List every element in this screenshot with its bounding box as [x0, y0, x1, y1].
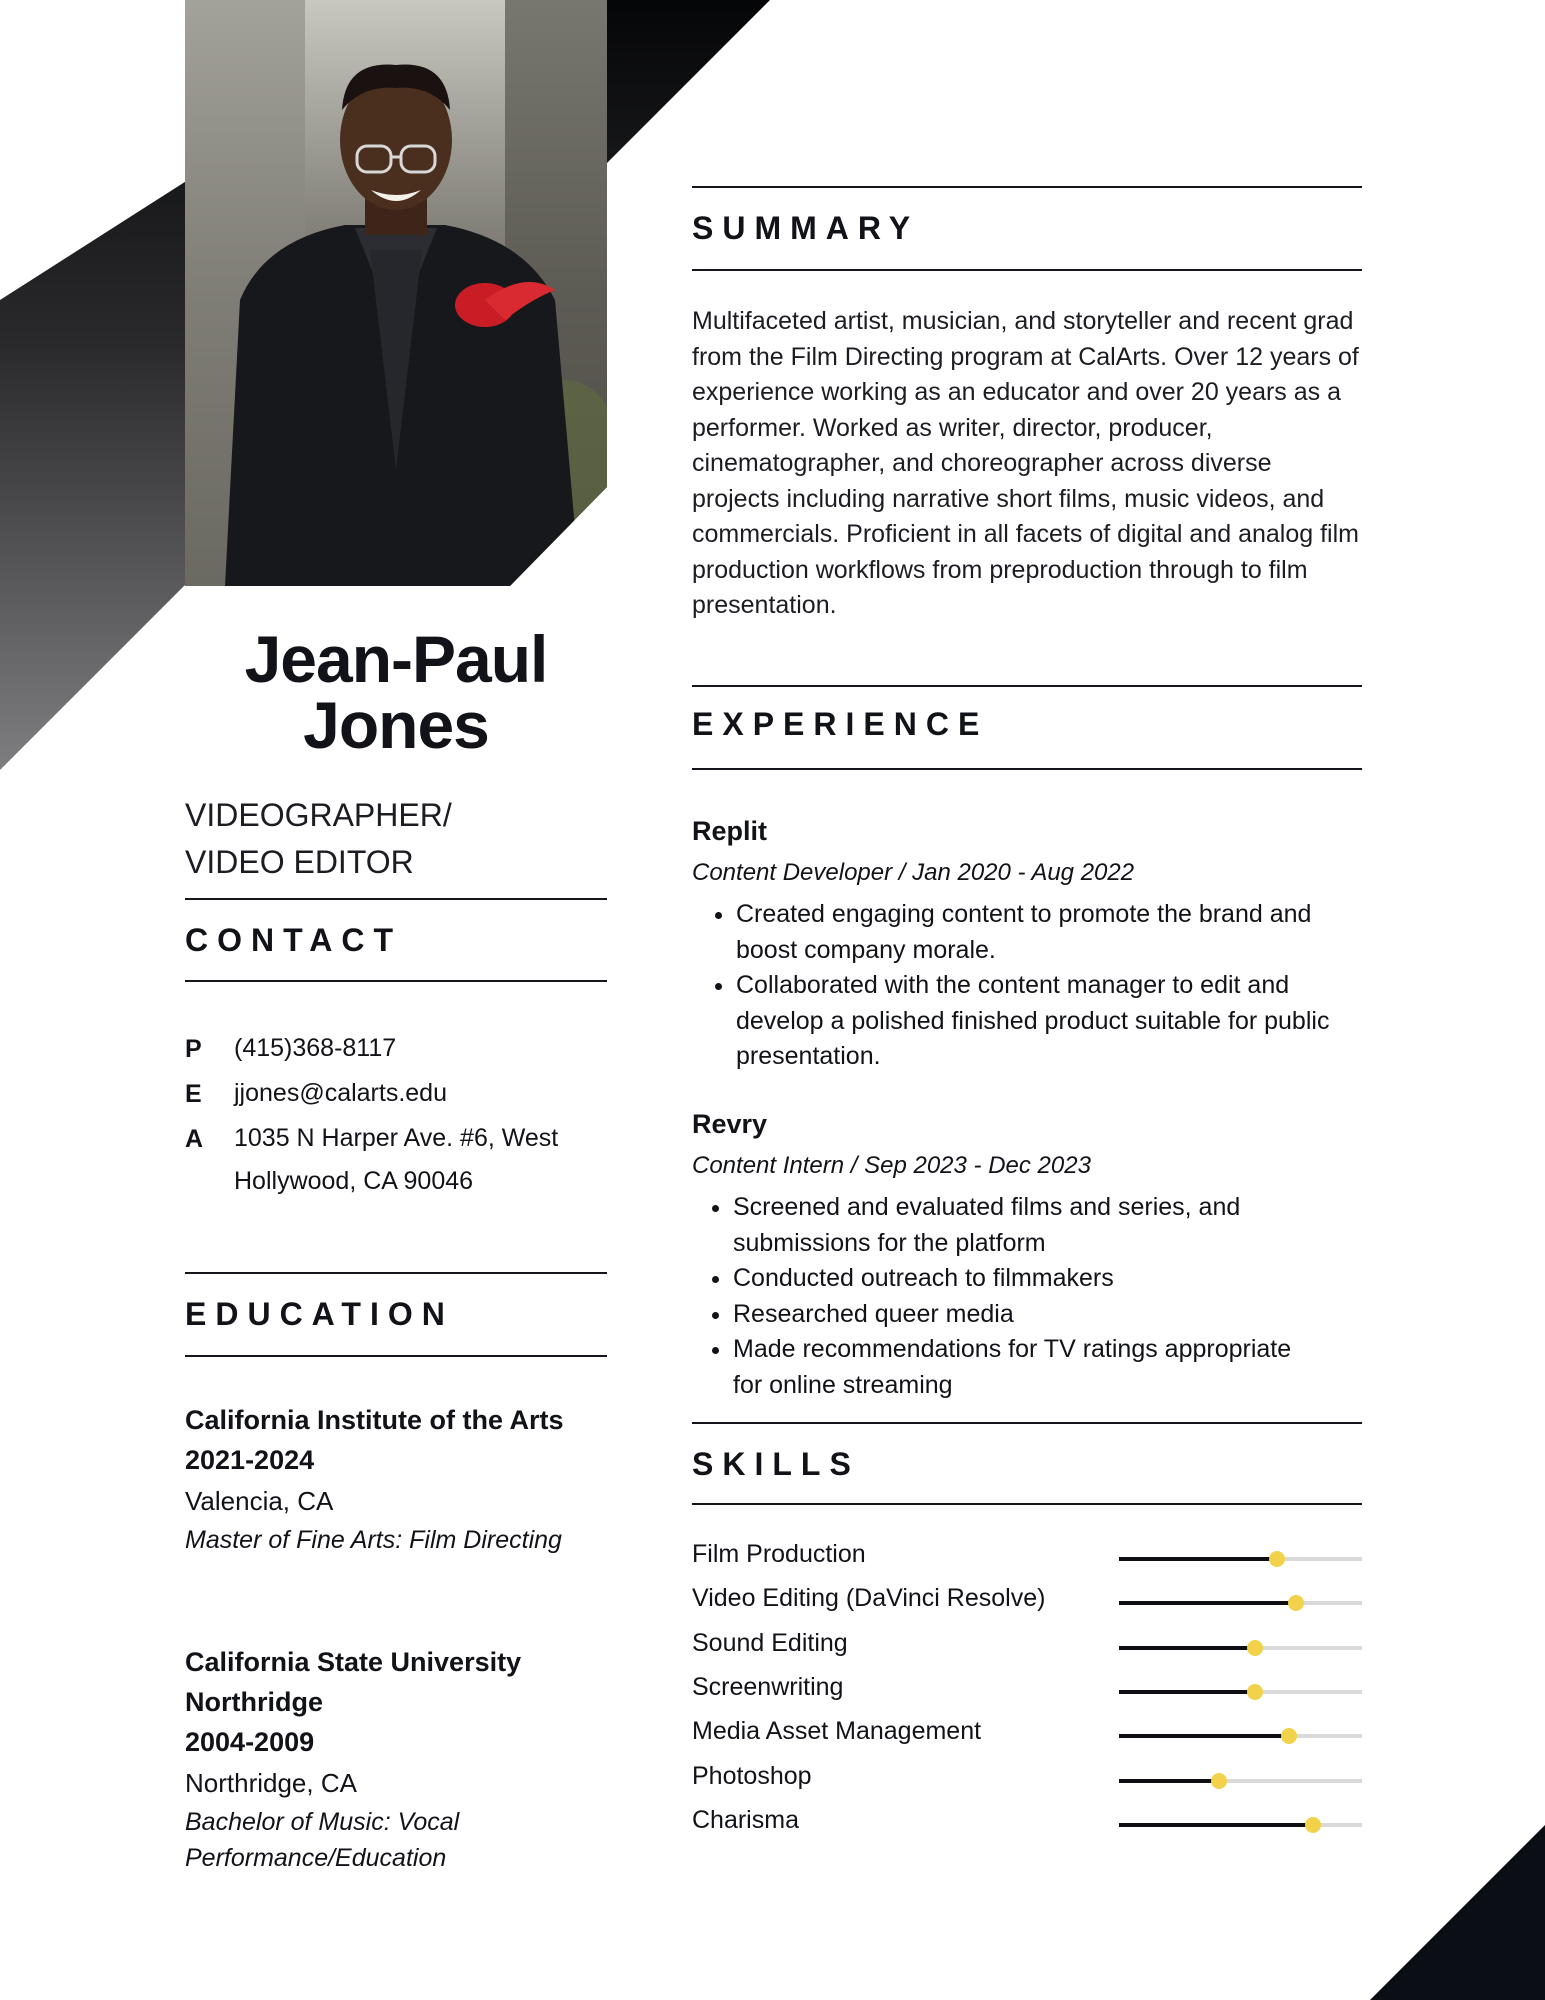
- skill-level-fill: [1119, 1779, 1219, 1783]
- skill-level-knob: [1281, 1728, 1297, 1744]
- skills-rule-top: [692, 1422, 1362, 1424]
- job-bullet: • Collaborated with the content manager to edit and develop a polished finished product suitable for public presentation.: [736, 968, 1372, 1075]
- skill-level-bar: [1119, 1646, 1362, 1650]
- experience-heading: EXPERIENCE: [692, 706, 989, 742]
- summary-rule-bottom: [692, 269, 1362, 271]
- education-entry-2: [185, 1642, 615, 1876]
- school-years: 2004-2009: [185, 1727, 315, 1757]
- school-degree: Bachelor of Music: Vocal: [185, 1808, 460, 1836]
- skill-level-bar: [1119, 1823, 1362, 1827]
- education-rule-bottom: [185, 1355, 607, 1357]
- skill-level-bar: [1119, 1601, 1362, 1605]
- contact-rule-bottom: [185, 980, 607, 982]
- skill-level-knob: [1305, 1817, 1321, 1833]
- job-title: [185, 792, 607, 886]
- skill-label: Sound Editing: [692, 1628, 848, 1657]
- school-degree-line-2: Performance/Education: [185, 1844, 447, 1872]
- skill-level-knob: [1247, 1640, 1263, 1656]
- skill-row: [692, 1802, 1362, 1846]
- job-role: Content Intern / Sep 2023 - Dec 2023: [692, 1152, 1091, 1179]
- skill-label: Media Asset Management: [692, 1717, 982, 1746]
- education-entry-1: [185, 1400, 615, 1558]
- phone-key: P: [185, 1035, 202, 1063]
- experience-entry-1: [692, 811, 1372, 1075]
- skill-level-knob: [1211, 1773, 1227, 1789]
- company-name: Replit: [692, 816, 768, 846]
- skill-level-fill: [1119, 1646, 1255, 1650]
- skills-heading: SKILLS: [692, 1446, 860, 1482]
- skill-level-bar: [1119, 1690, 1362, 1694]
- skill-row: [692, 1713, 1362, 1757]
- skill-label: Film Production: [692, 1540, 866, 1568]
- school-name-line-2: Northridge: [185, 1687, 323, 1717]
- school-name: California Institute of the Arts: [185, 1405, 564, 1435]
- company-name: Revry: [692, 1109, 768, 1139]
- job-bullet: • Made recommendations for TV ratings appropriate for online streaming: [733, 1332, 1293, 1403]
- job-bullet: • Screened and evaluated films and series, and submissions for the platform: [733, 1190, 1293, 1261]
- job-title-line-2: VIDEO EDITOR: [185, 844, 414, 880]
- profile-photo: [185, 0, 607, 586]
- skill-level-bar: [1119, 1734, 1362, 1738]
- corner-triangle: [1370, 1825, 1545, 2000]
- address-line-2: Hollywood, CA 90046: [234, 1167, 474, 1195]
- skill-level-fill: [1119, 1601, 1296, 1605]
- candidate-name: [185, 622, 607, 762]
- skill-level-bar: [1119, 1779, 1362, 1783]
- school-location: Valencia, CA: [185, 1486, 334, 1516]
- skill-level-fill: [1119, 1734, 1289, 1738]
- experience-rule-top: [692, 685, 1362, 687]
- skill-row: [692, 1536, 1362, 1580]
- job-bullet: • Researched queer media: [733, 1297, 1293, 1333]
- skill-level-knob: [1269, 1551, 1285, 1567]
- job-bullets: [692, 1190, 1293, 1403]
- summary-rule-top: [692, 186, 1362, 188]
- job-title-line-1: VIDEOGRAPHER/: [185, 797, 452, 833]
- skill-level-knob: [1247, 1684, 1263, 1700]
- skill-level-bar: [1119, 1557, 1362, 1561]
- address-key: A: [185, 1125, 204, 1153]
- skill-row: [692, 1669, 1362, 1713]
- contact-rule-top: [185, 898, 607, 900]
- skill-level-knob: [1288, 1595, 1304, 1611]
- education-rule-top: [185, 1272, 607, 1274]
- job-bullet: • Conducted outreach to filmmakers: [733, 1261, 1293, 1297]
- skill-row: [692, 1758, 1362, 1802]
- skill-label: Photoshop: [692, 1761, 812, 1790]
- job-role: Content Developer / Jan 2020 - Aug 2022: [692, 859, 1135, 886]
- school-location: Northridge, CA: [185, 1768, 357, 1798]
- experience-entry-2: [692, 1104, 1372, 1403]
- school-name: California State University: [185, 1647, 522, 1677]
- address-line-1: 1035 N Harper Ave. #6, West: [234, 1124, 559, 1152]
- name-line-1: Jean-Paul: [244, 622, 548, 696]
- name-line-2: Jones: [303, 688, 489, 762]
- school-degree: Master of Fine Arts: Film Directing: [185, 1526, 562, 1554]
- email-value[interactable]: jjones@calarts.edu: [234, 1079, 447, 1107]
- school-years: 2021-2024: [185, 1445, 315, 1475]
- skill-label: Screenwriting: [692, 1672, 844, 1701]
- skill-row: [692, 1580, 1362, 1624]
- education-heading: EDUCATION: [185, 1296, 454, 1332]
- summary-text: Multifaceted artist, musician, and storyteller and recent grad from the Film Directing program at CalArts. Over 12 years of experience working as an educator and over 20 years as a performer. Worked as writer, director, producer, cinematographer, and choreographer across diverse projects including narrative short films, music videos, and commercials. Proficient in all facets of digital and analog film production workflows from preproduction through to film presentation.: [692, 307, 1359, 619]
- skill-row: [692, 1625, 1362, 1669]
- job-bullet: • Created engaging content to promote the brand and boost company morale.: [736, 897, 1372, 968]
- skill-label: Charisma: [692, 1805, 799, 1834]
- email-key: E: [185, 1080, 202, 1108]
- contact-heading: CONTACT: [185, 922, 403, 958]
- experience-rule-bottom: [692, 768, 1362, 770]
- skill-label: Video Editing (DaVinci Resolve): [692, 1584, 1046, 1613]
- skill-level-fill: [1119, 1557, 1277, 1561]
- summary-heading: SUMMARY: [692, 210, 920, 246]
- skill-level-fill: [1119, 1823, 1313, 1827]
- job-bullets: [692, 897, 1372, 1075]
- phone-value[interactable]: (415)368-8117: [234, 1034, 397, 1062]
- skill-level-fill: [1119, 1690, 1255, 1694]
- skills-rule-bottom: [692, 1503, 1362, 1505]
